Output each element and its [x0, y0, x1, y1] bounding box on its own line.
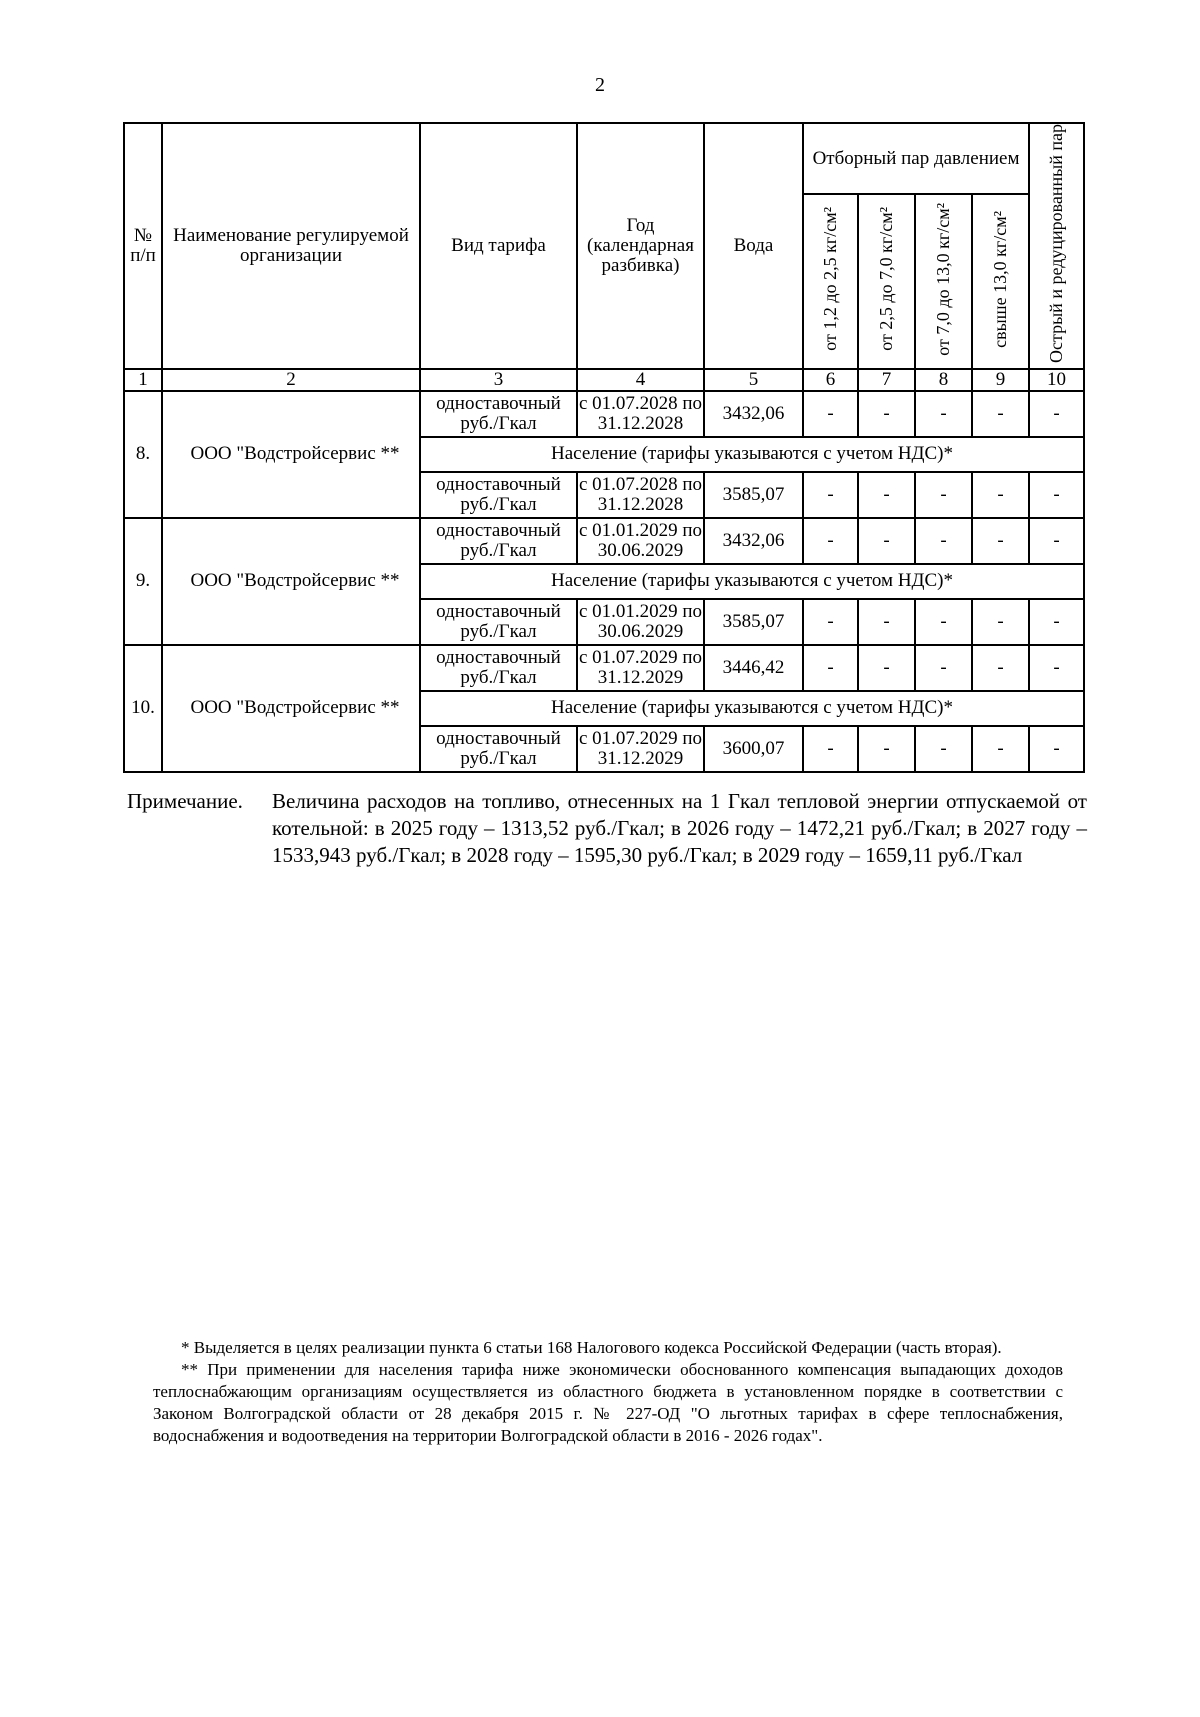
tariff-type: одноставочный руб./Гкал [420, 599, 577, 645]
dash-cell: - [915, 391, 972, 437]
dash-cell: - [1029, 518, 1084, 564]
dash-cell: - [858, 726, 915, 772]
dash-cell: - [858, 391, 915, 437]
dash-cell: - [972, 391, 1029, 437]
dash-cell: - [803, 391, 858, 437]
col-number: 9 [972, 369, 1029, 391]
org-name: ООО "Водстройсервис ** [162, 391, 420, 518]
dash-cell: - [858, 518, 915, 564]
header-no: № п/п [124, 123, 162, 369]
period: с 01.07.2029 по 31.12.2029 [577, 726, 704, 772]
column-numbers-row [124, 369, 1084, 391]
period: с 01.07.2028 по 31.12.2028 [577, 391, 704, 437]
dash-cell: - [1029, 391, 1084, 437]
header-sharp-steam: Острый и редуцированный пар [1029, 123, 1084, 369]
dash-cell: - [858, 645, 915, 691]
col-number: 3 [420, 369, 577, 391]
period: с 01.01.2029 по 30.06.2029 [577, 599, 704, 645]
dash-cell: - [803, 599, 858, 645]
dash-cell: - [858, 599, 915, 645]
dash-cell: - [972, 645, 1029, 691]
dash-cell: - [915, 472, 972, 518]
dash-cell: - [803, 472, 858, 518]
note-block [127, 788, 1087, 869]
header-steam-group: Отборный пар давлением [803, 123, 1029, 194]
water-value: 3432,06 [704, 518, 803, 564]
table-row [124, 391, 1084, 437]
period: с 01.01.2029 по 30.06.2029 [577, 518, 704, 564]
tariff-type: одноставочный руб./Гкал [420, 391, 577, 437]
footnote-vat: * Выделяется в целях реализации пункта 6 статьи 168 Налогового кодекса Российской Федерации (часть вторая). [181, 1338, 1002, 1357]
table-row [124, 518, 1084, 564]
note-label: Примечание. [127, 789, 243, 813]
header-pressure-2: от 2,5 до 7,0 кг/см² [858, 194, 915, 369]
col-number: 7 [858, 369, 915, 391]
col-number: 2 [162, 369, 420, 391]
tariff-type: одноставочный руб./Гкал [420, 726, 577, 772]
dash-cell: - [1029, 599, 1084, 645]
dash-cell: - [915, 518, 972, 564]
dash-cell: - [803, 518, 858, 564]
row-number: 9. [124, 518, 162, 645]
header-org: Наименование регулируемой организации [162, 123, 420, 369]
tariff-type: одноставочный руб./Гкал [420, 472, 577, 518]
col-number: 6 [803, 369, 858, 391]
dash-cell: - [915, 645, 972, 691]
tariff-type: одноставочный руб./Гкал [420, 645, 577, 691]
dash-cell: - [803, 645, 858, 691]
col-number: 8 [915, 369, 972, 391]
header-pressure-3: от 7,0 до 13,0 кг/см² [915, 194, 972, 369]
dash-cell: - [858, 472, 915, 518]
header-pressure-1: от 1,2 до 2,5 кг/см² [803, 194, 858, 369]
water-value: 3446,42 [704, 645, 803, 691]
population-label: Население (тарифы указываются с учетом НДС)* [420, 564, 1084, 599]
note-text: Величина расходов на топливо, отнесенных на 1 Гкал тепловой энергии отпускаемой от котельной: в 2025 году – 1313,52 руб./Гкал; в 2026 году – 1472,21 руб./Гкал; в 2027 году – 1533,943 руб./Гкал; в 2028 году – 1595,30 руб./Гкал; в 2029 году – 1659,11 руб./Гкал [272, 789, 1087, 867]
header-row-1 [124, 123, 1084, 194]
org-name: ООО "Водстройсервис ** [162, 518, 420, 645]
dash-cell: - [803, 726, 858, 772]
population-label: Население (тарифы указываются с учетом НДС)* [420, 691, 1084, 726]
dash-cell: - [915, 599, 972, 645]
row-number: 10. [124, 645, 162, 772]
header-water: Вода [704, 123, 803, 369]
population-label: Население (тарифы указываются с учетом НДС)* [420, 437, 1084, 472]
table-row [124, 645, 1084, 691]
period: с 01.07.2028 по 31.12.2028 [577, 472, 704, 518]
row-number: 8. [124, 391, 162, 518]
org-name: ООО "Водстройсервис ** [162, 645, 420, 772]
header-pressure-4: свыше 13,0 кг/см² [972, 194, 1029, 369]
period: с 01.07.2029 по 31.12.2029 [577, 645, 704, 691]
col-number: 1 [124, 369, 162, 391]
water-value: 3585,07 [704, 472, 803, 518]
dash-cell: - [915, 726, 972, 772]
tariff-table [123, 122, 1085, 773]
footnotes [153, 1337, 1063, 1447]
dash-cell: - [1029, 726, 1084, 772]
dash-cell: - [972, 472, 1029, 518]
dash-cell: - [972, 726, 1029, 772]
col-number: 5 [704, 369, 803, 391]
water-value: 3600,07 [704, 726, 803, 772]
col-number: 4 [577, 369, 704, 391]
page-number: 2 [595, 74, 605, 96]
header-year: Год (календарная разбивка) [577, 123, 704, 369]
col-number: 10 [1029, 369, 1084, 391]
dash-cell: - [972, 518, 1029, 564]
water-value: 3432,06 [704, 391, 803, 437]
tariff-type: одноставочный руб./Гкал [420, 518, 577, 564]
header-tariff: Вид тарифа [420, 123, 577, 369]
dash-cell: - [1029, 472, 1084, 518]
dash-cell: - [972, 599, 1029, 645]
footnote-compensation: ** При применении для населения тарифа ниже экономически обоснованного компенсация выпадающих доходов теплоснабжающим организациям осуществляется из областного бюджета в установленном порядке в соответствии с Законом Волгоградской области от 28 декабря 2015 г. № 227-ОД "О льготных тарифах в сфере теплоснабжения, водоснабжения и водоотведения на территории Волгоградской области в 2016 - 2026 годах". [153, 1360, 1063, 1445]
dash-cell: - [1029, 645, 1084, 691]
water-value: 3585,07 [704, 599, 803, 645]
